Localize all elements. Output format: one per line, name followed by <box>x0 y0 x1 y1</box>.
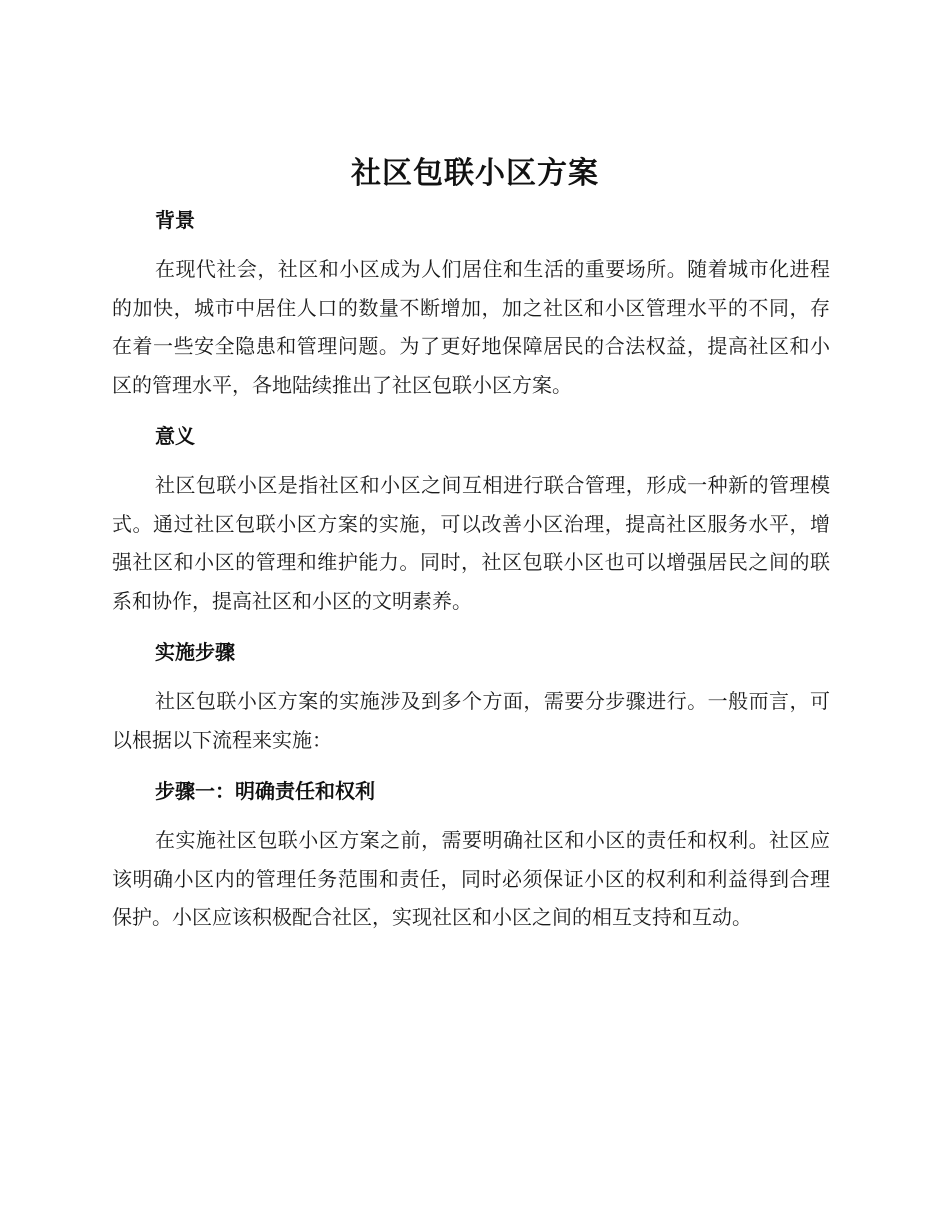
section-heading: 实施步骤 <box>155 640 235 664</box>
section-paragraph: 在现代社会，社区和小区成为人们居住和生活的重要场所。随着城市化进程的加快，城市中居住人口的数量不断增加，加之社区和小区管理水平的不同，存在着一些安全隐患和管理问题。为了更好地保障居民的合法权益，提高社区和小区的管理水平，各地陆续推出了社区包联小区方案。 <box>112 257 830 397</box>
section-heading: 步骤一：明确责任和权利 <box>155 779 375 803</box>
section-paragraph: 在实施社区包联小区方案之前，需要明确社区和小区的责任和权利。社区应该明确小区内的管理任务范围和责任，同时必须保证小区的权利和利益得到合理保护。小区应该积极配合社区，实现社区和小区之间的相互支持和互动。 <box>112 828 830 929</box>
section-heading: 意义 <box>155 424 195 448</box>
section-implementation-steps <box>112 632 830 759</box>
section-background <box>112 200 830 404</box>
section-significance <box>112 416 830 620</box>
document-title: 社区包联小区方案 <box>351 156 599 191</box>
section-step-one <box>112 771 830 937</box>
section-paragraph: 社区包联小区方案的实施涉及到多个方面，需要分步骤进行。一般而言，可以根据以下流程来实施： <box>112 689 830 752</box>
section-heading: 背景 <box>155 208 195 232</box>
section-paragraph: 社区包联小区是指社区和小区之间互相进行联合管理，形成一种新的管理模式。通过社区包联小区方案的实施，可以改善小区治理，提高社区服务水平，增强社区和小区的管理和维护能力。同时，社区包联小区也可以增强居民之间的联系和协作，提高社区和小区的文明素养。 <box>112 473 830 613</box>
document-body <box>112 200 830 949</box>
